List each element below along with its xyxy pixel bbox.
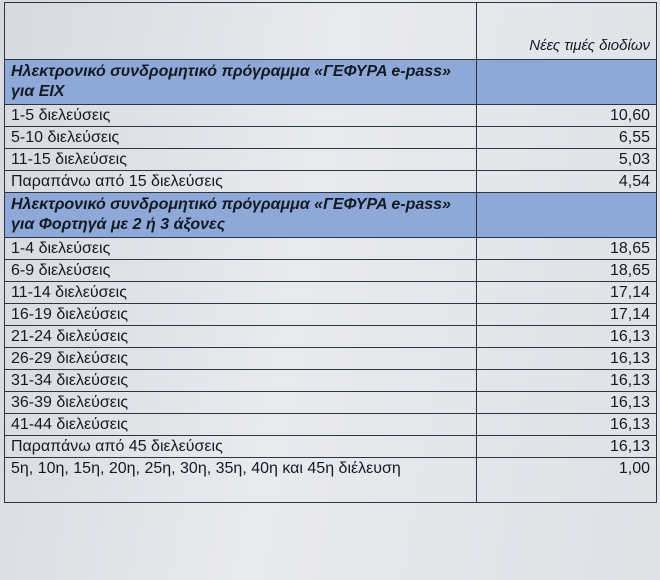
table-row [5, 171, 657, 193]
row-label: 16-19 διελεύσεις [5, 304, 477, 326]
table-row [5, 304, 657, 326]
row-value: 16,13 [477, 392, 657, 414]
row-value: 16,13 [477, 326, 657, 348]
table-row [5, 282, 657, 304]
row-value: 17,14 [477, 304, 657, 326]
table-row [5, 149, 657, 171]
row-label: 11-14 διελεύσεις [5, 282, 477, 304]
section-empty-cell [477, 60, 657, 105]
table-row [5, 326, 657, 348]
section-empty-cell [477, 193, 657, 238]
table-row [5, 392, 657, 414]
table-row [5, 370, 657, 392]
row-label: 1-5 διελεύσεις [5, 105, 477, 127]
section-title: Ηλεκτρονικό συνδρομητικό πρόγραμμα «ΓΕΦΥΡΑ e-pass» για ΕΙΧ [5, 60, 477, 105]
table-row [5, 260, 657, 282]
row-value: 18,65 [477, 260, 657, 282]
row-value: 16,13 [477, 414, 657, 436]
table-row [5, 105, 657, 127]
row-value: 16,13 [477, 348, 657, 370]
row-label: 1-4 διελεύσεις [5, 238, 477, 260]
row-value: 6,55 [477, 127, 657, 149]
row-label: 6-9 διελεύσεις [5, 260, 477, 282]
row-label: 41-44 διελεύσεις [5, 414, 477, 436]
row-value: 5,03 [477, 149, 657, 171]
table-row-every-fifth-pass [5, 458, 657, 503]
row-label: Παραπάνω από 15 διελεύσεις [5, 171, 477, 193]
header-new-prices: Νέες τιμές διοδίων [477, 3, 657, 60]
table-row [5, 414, 657, 436]
table-header-row [5, 3, 657, 60]
row-value: 1,00 [477, 458, 657, 503]
row-label: 26-29 διελεύσεις [5, 348, 477, 370]
table-row [5, 238, 657, 260]
toll-prices-table [4, 2, 657, 503]
row-value: 18,65 [477, 238, 657, 260]
row-value: 16,13 [477, 370, 657, 392]
row-label: 31-34 διελεύσεις [5, 370, 477, 392]
header-empty-cell [5, 3, 477, 60]
table-row [5, 436, 657, 458]
section-header-trucks [5, 193, 657, 238]
row-value: 10,60 [477, 105, 657, 127]
row-label: 21-24 διελεύσεις [5, 326, 477, 348]
row-value: 17,14 [477, 282, 657, 304]
section-title: Ηλεκτρονικό συνδρομητικό πρόγραμμα «ΓΕΦΥΡΑ e-pass» για Φορτηγά με 2 ή 3 άξονες [5, 193, 477, 238]
section-header-cars [5, 60, 657, 105]
row-label: 36-39 διελεύσεις [5, 392, 477, 414]
row-label: Παραπάνω από 45 διελεύσεις [5, 436, 477, 458]
row-label: 5η, 10η, 15η, 20η, 25η, 30η, 35η, 40η και 45η διέλευση [5, 458, 477, 503]
row-label: 5-10 διελεύσεις [5, 127, 477, 149]
table-row [5, 348, 657, 370]
row-label: 11-15 διελεύσεις [5, 149, 477, 171]
row-value: 16,13 [477, 436, 657, 458]
row-value: 4,54 [477, 171, 657, 193]
table-row [5, 127, 657, 149]
